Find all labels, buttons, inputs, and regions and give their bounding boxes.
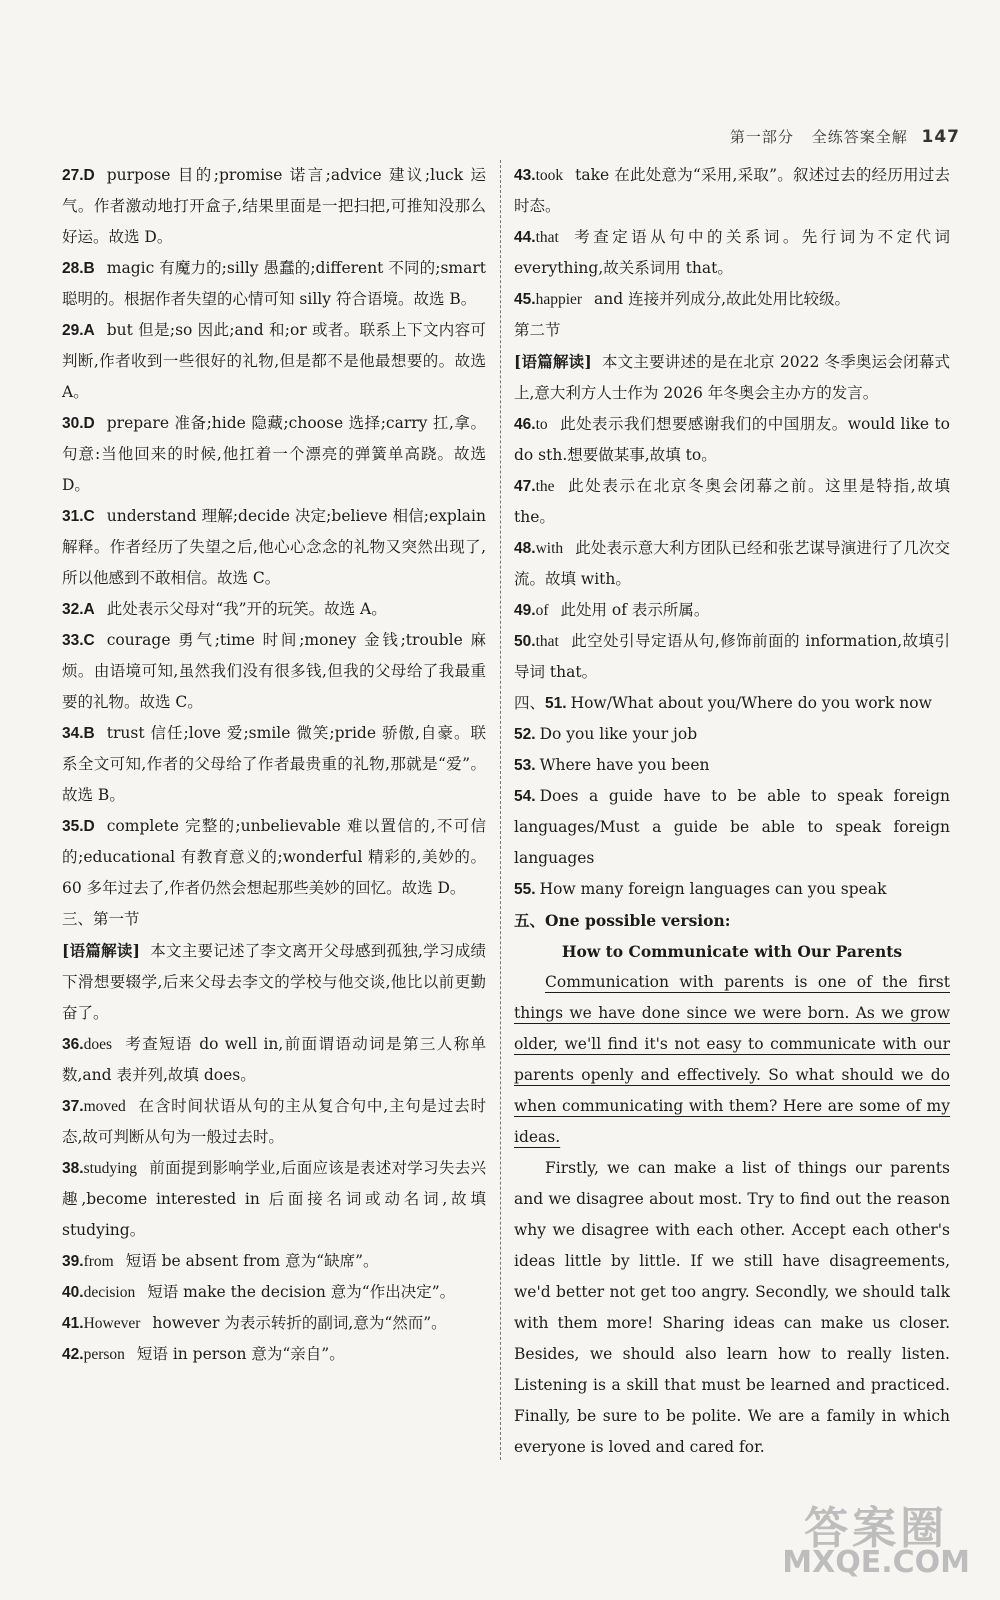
question-number: 42. (62, 1346, 84, 1363)
question-number: 43. (514, 167, 536, 184)
answer-item (514, 688, 950, 719)
answer-item (514, 284, 950, 315)
question-number: 27.D (62, 167, 95, 184)
question-number: 40. (62, 1284, 84, 1301)
answer-word: does (83, 1036, 112, 1053)
answer-item (62, 1029, 486, 1091)
answer-item (62, 594, 486, 625)
answer-item (62, 718, 486, 811)
question-number: 48. (514, 540, 536, 557)
explanation-text: trust 信任;love 爱;smile 微笑;pride 骄傲,自豪。联系全文可知,作者的父母给了作者最贵重的礼物,那就是“爱”。故选 B。 (62, 724, 486, 804)
answer-word: happier (535, 291, 583, 308)
answer-word: moved (83, 1098, 126, 1115)
explanation-text: Do you like your job (539, 725, 698, 743)
section-5-heading: 五、One possible version: (514, 911, 731, 930)
answer-item (514, 626, 950, 688)
answer-item (62, 1246, 486, 1277)
answer-item (62, 253, 486, 315)
answer-word: with (535, 540, 564, 557)
explanation-text: understand 理解;decide 决定;believe 相信;explain 解释。作者经历了失望之后,他心心念念的礼物又突然出现了,所以他感到不敢相信。故选 C。 (62, 507, 486, 587)
page-number: 147 (921, 127, 960, 147)
question-number: 30.D (62, 415, 95, 432)
explanation-text: purpose 目的;promise 诺言;advice 建议;luck 运气。作者激动地打开盒子,结果里面是一把扫把,可推知没那么好运。故选 D。 (62, 166, 486, 246)
explanation-text: courage 勇气;time 时间;money 金钱;trouble 麻烦。由语境可知,虽然我们没有很多钱,但我的父母给了我最重要的礼物。故选 C。 (62, 631, 486, 711)
left-column (62, 160, 486, 1370)
question-number: 34.B (62, 725, 95, 742)
answer-word: from (83, 1253, 114, 1270)
answer-item (62, 811, 486, 904)
answer-item (62, 1308, 486, 1339)
explanation-text: How many foreign languages can you speak (539, 880, 887, 898)
answer-item (62, 1153, 486, 1246)
answer-item (62, 501, 486, 594)
answer-item (514, 471, 950, 533)
answer-word: of (535, 602, 549, 619)
explanation-text: complete 完整的;unbelievable 难以置信的,不可信的;educational 有教育意义的;wonderful 精彩的,美妙的。60 多年过去了,作者仍然会想起那些美妙的回忆。故选 D。 (62, 817, 486, 897)
question-number: 55. (514, 881, 536, 898)
explanation-text: 此处用 of 表示所属。 (560, 601, 710, 619)
explanation-text: and 连接并列成分,故此处用比较级。 (594, 290, 851, 308)
explanation-text: Does a guide have to be able to speak foreign languages/Must a guide be able to speak foreign languages (514, 787, 950, 867)
answer-word: person (83, 1346, 125, 1363)
answer-item (514, 409, 950, 471)
explanation-text: but 但是;so 因此;and 和;or 或者。联系上下文内容可判断,作者收到一些很好的礼物,但是都不是他最想要的。故选 A。 (62, 321, 486, 401)
explanation-text: 在含时间状语从句的主从复合句中,主句是过去时态,故可判断从句为一般过去时。 (62, 1097, 486, 1146)
answer-word: took (535, 167, 564, 184)
answer-word: studying (83, 1160, 137, 1177)
explanation-text: 此处表示在北京冬奥会闭幕之前。这里是特指,故填 the。 (514, 477, 950, 526)
question-number: 38. (62, 1160, 84, 1177)
reading-summary-3: [语篇解读] 本文主要记述了李文离开父母感到孤独,学习成绩下滑想要辍学,后来父母去李文的学校与他交谈,他比以前更勤奋了。 (62, 941, 486, 1022)
explanation-text: 此处表示父母对“我”开的玩笑。故选 A。 (106, 600, 387, 618)
question-number: 37. (62, 1098, 84, 1115)
question-number: 28.B (62, 260, 95, 277)
answer-word: However (83, 1315, 141, 1332)
question-number: 32.A (62, 601, 95, 618)
explanation-text: 短语 be absent from 意为“缺席”。 (125, 1252, 379, 1270)
explanation-text: How/What about you/Where do you work now (570, 694, 932, 712)
answer-item (62, 1091, 486, 1153)
essay-paragraph-2: Firstly, we can make a list of things our parents and we disagree about most. Try to find out the reason why we disagree with each other. Accept each other's ideas little by little. If we still have disagreements, we'd better not get too angry. Secondly, we should talk with them more! Sharing ideas can make us closer. Besides, we should also learn how to really listen. Listening is a skill that must be learned and practiced. Finally, be sure to be polite. We are a family in which everyone is loved and cared for. (514, 1159, 950, 1456)
reading-tag: [语篇解读] (514, 352, 592, 371)
explanation-text: magic 有魔力的;silly 愚蠢的;different 不同的;smart 聪明的。根据作者失望的心情可知 silly 符合语境。故选 B。 (62, 259, 486, 308)
explanation-text: 此处表示我们想要感谢我们的中国朋友。would like to do sth.想要做某事,故填 to。 (514, 415, 950, 464)
explanation-text: 短语 make the decision 意为“作出决定”。 (147, 1283, 456, 1301)
watermark-text: 答案圈 (804, 1503, 949, 1554)
answer-word: that (535, 229, 559, 246)
explanation-text: 此处表示意大利方团队已经和张艺谋导演进行了几次交流。故填 with。 (514, 539, 950, 588)
essay-paragraph-1: Communication with parents is one of the first things we have done since we were born. As we grow older, we'll find it's not easy to communicate with our parents openly and effectively. So what should we do when communicating with them? Here are some of my ideas. (514, 973, 950, 1146)
header-section: 第一部分 (729, 128, 794, 146)
question-number: 41. (62, 1315, 84, 1332)
explanation-text: prepare 准备;hide 隐藏;choose 选择;carry 扛,拿。句意:当他回来的时候,他扛着一个漂亮的弹簧单高跷。故选 D。 (62, 414, 486, 494)
watermark-logo (782, 1503, 970, 1580)
answer-item (514, 719, 950, 750)
explanation-text: 考查短语 do well in,前面谓语动词是第三人称单数,and 表并列,故填 does。 (62, 1035, 486, 1084)
answer-item (62, 1277, 486, 1308)
answer-item (514, 222, 950, 284)
question-number: 46. (514, 416, 536, 433)
question-number: 31.C (62, 508, 95, 525)
answer-item (514, 781, 950, 874)
question-number: 33.C (62, 632, 95, 649)
right-column (514, 160, 950, 1463)
answer-word: that (535, 633, 559, 650)
question-number: 45. (514, 291, 536, 308)
answer-item (62, 625, 486, 718)
question-number: 54. (514, 788, 536, 805)
answer-item (514, 595, 950, 626)
explanation-text: 前面提到影响学业,后面应该是表述对学习失去兴趣,become interested in 后面接名词或动名词,故填 studying。 (62, 1159, 486, 1239)
answer-item (62, 160, 486, 253)
question-number: 49. (514, 602, 536, 619)
answer-item (62, 1339, 486, 1370)
answer-item (62, 408, 486, 501)
answer-item (62, 315, 486, 408)
column-divider (500, 160, 501, 1460)
answer-item (514, 874, 950, 905)
question-number: 44. (514, 229, 536, 246)
question-number: 52. (514, 726, 536, 743)
page-header (730, 126, 960, 147)
answer-word: to (535, 416, 548, 433)
section-3b-heading: 第二节 (514, 321, 561, 339)
question-number: 36. (62, 1036, 84, 1053)
reading-summary-3b: [语篇解读] 本文主要讲述的是在北京 2022 冬季奥运会闭幕式上,意大利方人士作为 2026 年冬奥会主办方的发言。 (514, 352, 950, 402)
explanation-text: Where have you been (539, 756, 710, 774)
answer-item (514, 750, 950, 781)
watermark-url: MXQE.COM (782, 1545, 970, 1580)
explanation-text: take 在此处意为“采用,采取”。叙述过去的经历用过去时态。 (514, 166, 950, 215)
section-3-heading: 三、第一节 (62, 910, 140, 928)
question-number: 53. (514, 757, 536, 774)
reading-tag: [语篇解读] (62, 941, 140, 960)
question-number: 35.D (62, 818, 95, 835)
answer-item (514, 533, 950, 595)
explanation-text: 此空处引导定语从句,修饰前面的 information,故填引导词 that。 (514, 632, 950, 681)
section-4-heading: 四、 (514, 694, 546, 712)
explanation-text: however 为表示转折的副词,意为“然而”。 (152, 1314, 447, 1332)
question-number: 39. (62, 1253, 84, 1270)
question-number: 29.A (62, 322, 95, 339)
answer-item (514, 160, 950, 222)
explanation-text: 考查定语从句中的关系词。先行词为不定代词 everything,故关系词用 that。 (514, 228, 950, 277)
header-title: 全练答案全解 (811, 128, 908, 146)
explanation-text: 短语 in person 意为“亲自”。 (136, 1345, 345, 1363)
question-number: 50. (514, 633, 536, 650)
question-number: 51. (545, 695, 567, 712)
question-number: 47. (514, 478, 536, 495)
answer-word: the (535, 478, 555, 495)
answer-word: decision (83, 1284, 136, 1301)
essay-title: How to Communicate with Our Parents (561, 942, 903, 961)
